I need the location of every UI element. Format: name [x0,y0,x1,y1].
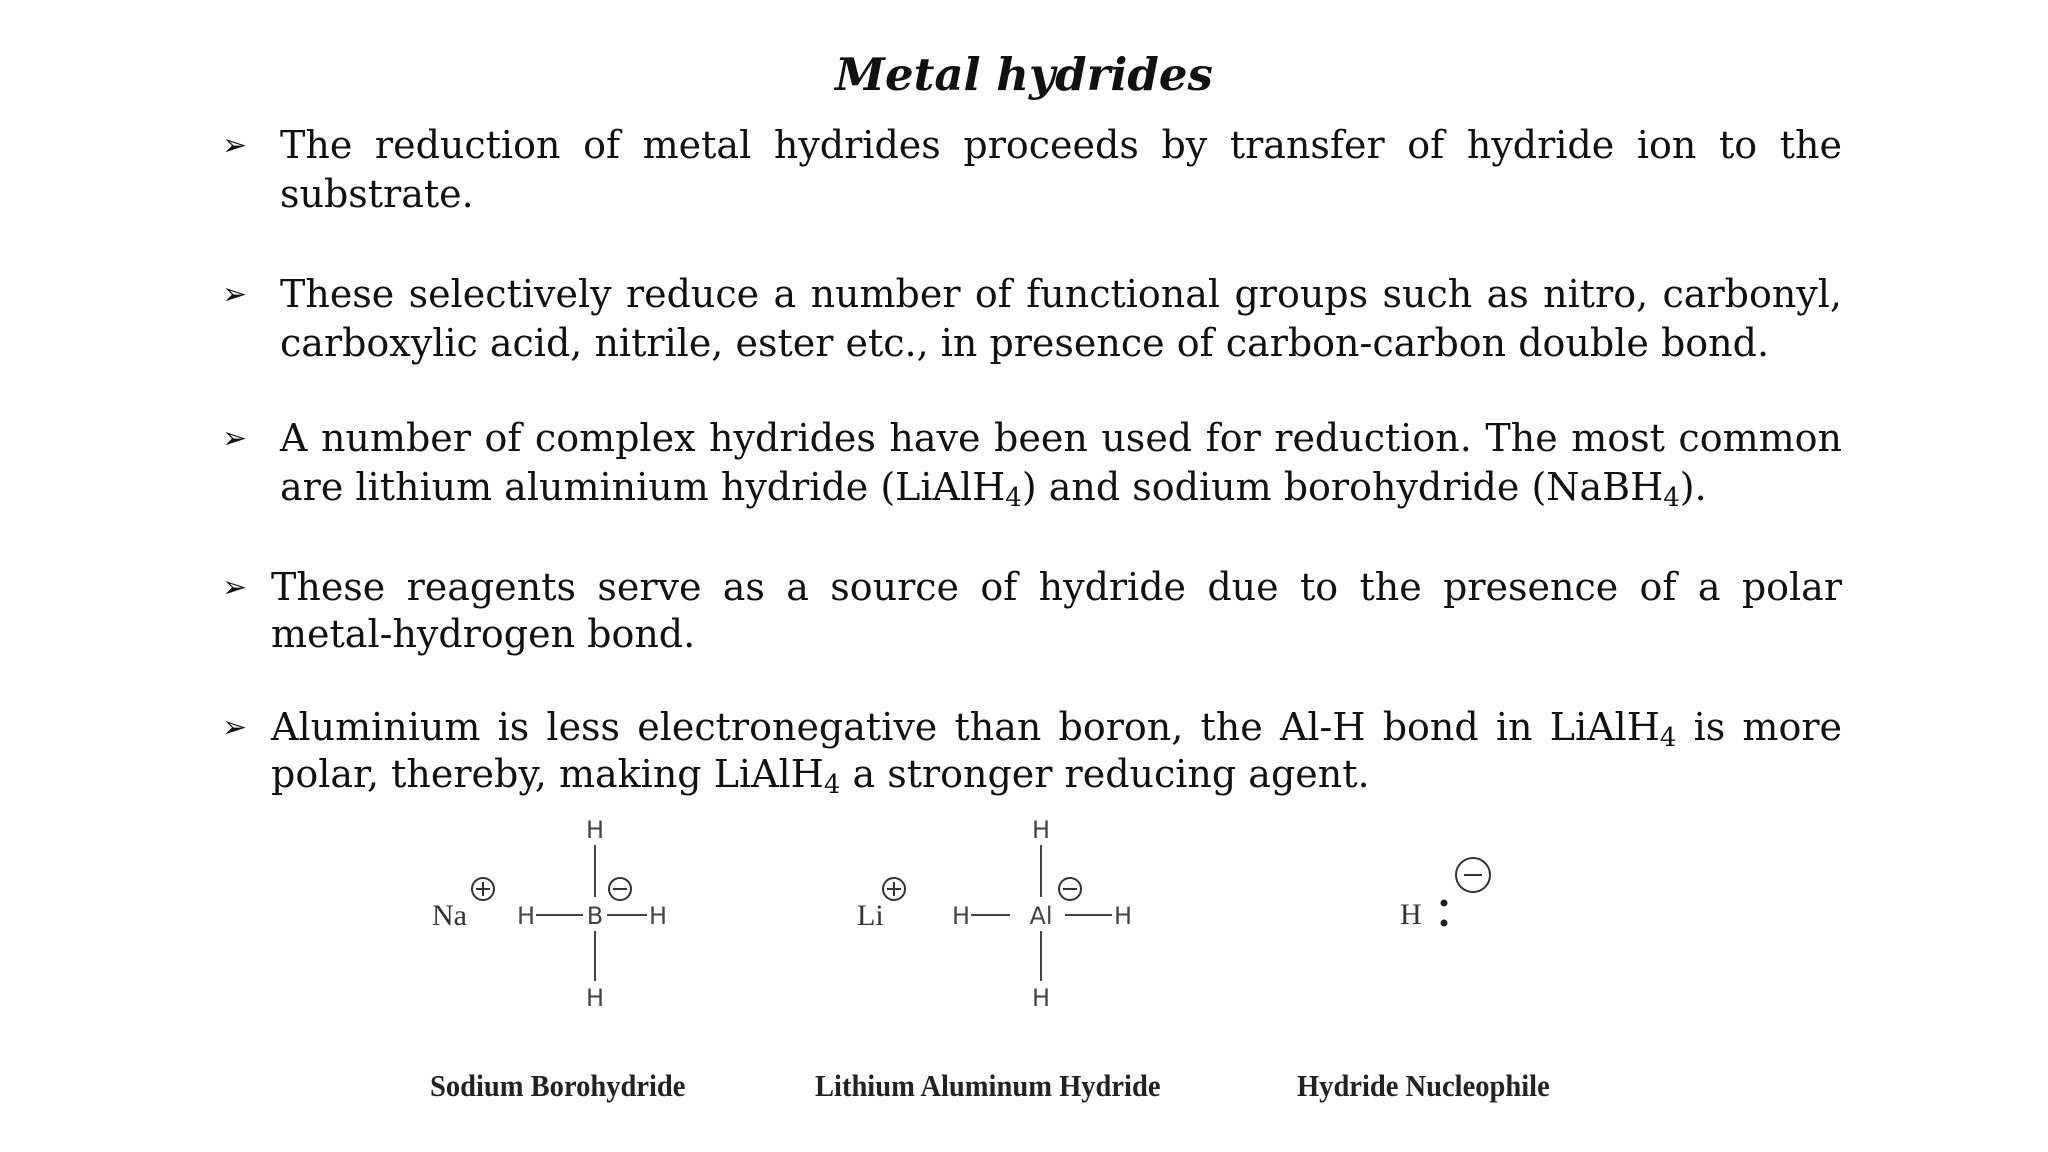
minus-charge-icon [1456,858,1490,892]
text-segment: A number of complex hydrides have been used for reduction. The most common are lithium aluminium hydride (LiAlH [280,416,1842,509]
arrow-bullet-icon: ➢ [222,570,248,605]
minus-charge-icon [1059,878,1081,900]
text-segment: ) and sodium borohydride (NaBH [1021,465,1664,509]
text-segment: ). [1679,465,1707,509]
caption-sodium-borohydride: Sodium Borohydride [430,1068,686,1103]
subscript: 4 [1663,483,1680,513]
bullet-complex-hydrides [222,414,1842,514]
minus-charge-icon [609,878,631,900]
bullet-text: These reagents serve as a source of hydride due to the presence of a polar metal-hydrogen bond. [271,565,1842,656]
text-segment: is more polar, thereby, making LiAlH [271,705,1842,796]
plus-charge-icon [472,878,494,900]
cation-label: Na [432,899,467,932]
bullet-electronegativity [222,704,1842,800]
arrow-bullet-icon: ➢ [222,421,248,456]
aluminum-label: Al [1029,902,1053,930]
bullet-text: These selectively reduce a number of functional groups such as nitro, carbonyl, carboxylic acid, nitrile, ester etc., in presence of carbon-carbon double bond. [280,272,1842,365]
hydrogen-label: H [952,902,971,930]
bullet-text [280,414,1842,512]
arrow-bullet-icon: ➢ [222,710,248,745]
subscript: 4 [1659,723,1677,753]
hydrogen-label: H [1400,898,1422,931]
hydrogen-label: H [1114,902,1133,930]
structure-lithium-aluminum-hydride [850,805,1150,1015]
page-title: Metal hydrides [835,48,1213,101]
hydrogen-label: H [1031,984,1051,1012]
subscript: 4 [1005,483,1022,513]
bullet-text: The reduction of metal hydrides proceeds by transfer of hydride ion to the substrate. [280,123,1842,216]
structure-sodium-borohydride [425,805,725,1015]
text-segment: Aluminium is less electronegative than boron, the Al-H bond in LiAlH [271,705,1660,749]
bullet-text [271,704,1842,798]
hydrogen-label: H [1031,816,1051,844]
plus-charge-icon [883,878,905,900]
hydrogen-label: H [517,902,536,930]
bullet-hydride-transfer [222,121,1842,221]
text-segment: a stronger reducing agent. [840,752,1370,796]
structure-hydride-nucleophile [1395,805,1515,955]
cation-label: Li [857,899,884,932]
lone-pair-icon [1441,900,1448,927]
caption-hydride-nucleophile: Hydride Nucleophile [1297,1068,1550,1103]
arrow-bullet-icon: ➢ [222,277,248,312]
caption-lithium-aluminum-hydride: Lithium Aluminum Hydride [815,1068,1161,1103]
hydrogen-label: H [585,816,605,844]
bullet-reagent-source [222,564,1842,660]
hydrogen-label: H [649,902,668,930]
subscript: 4 [823,770,841,800]
boron-label: B [586,902,604,930]
bullet-selective-reduction [222,270,1842,370]
arrow-bullet-icon: ➢ [222,128,248,163]
hydrogen-label: H [585,984,605,1012]
